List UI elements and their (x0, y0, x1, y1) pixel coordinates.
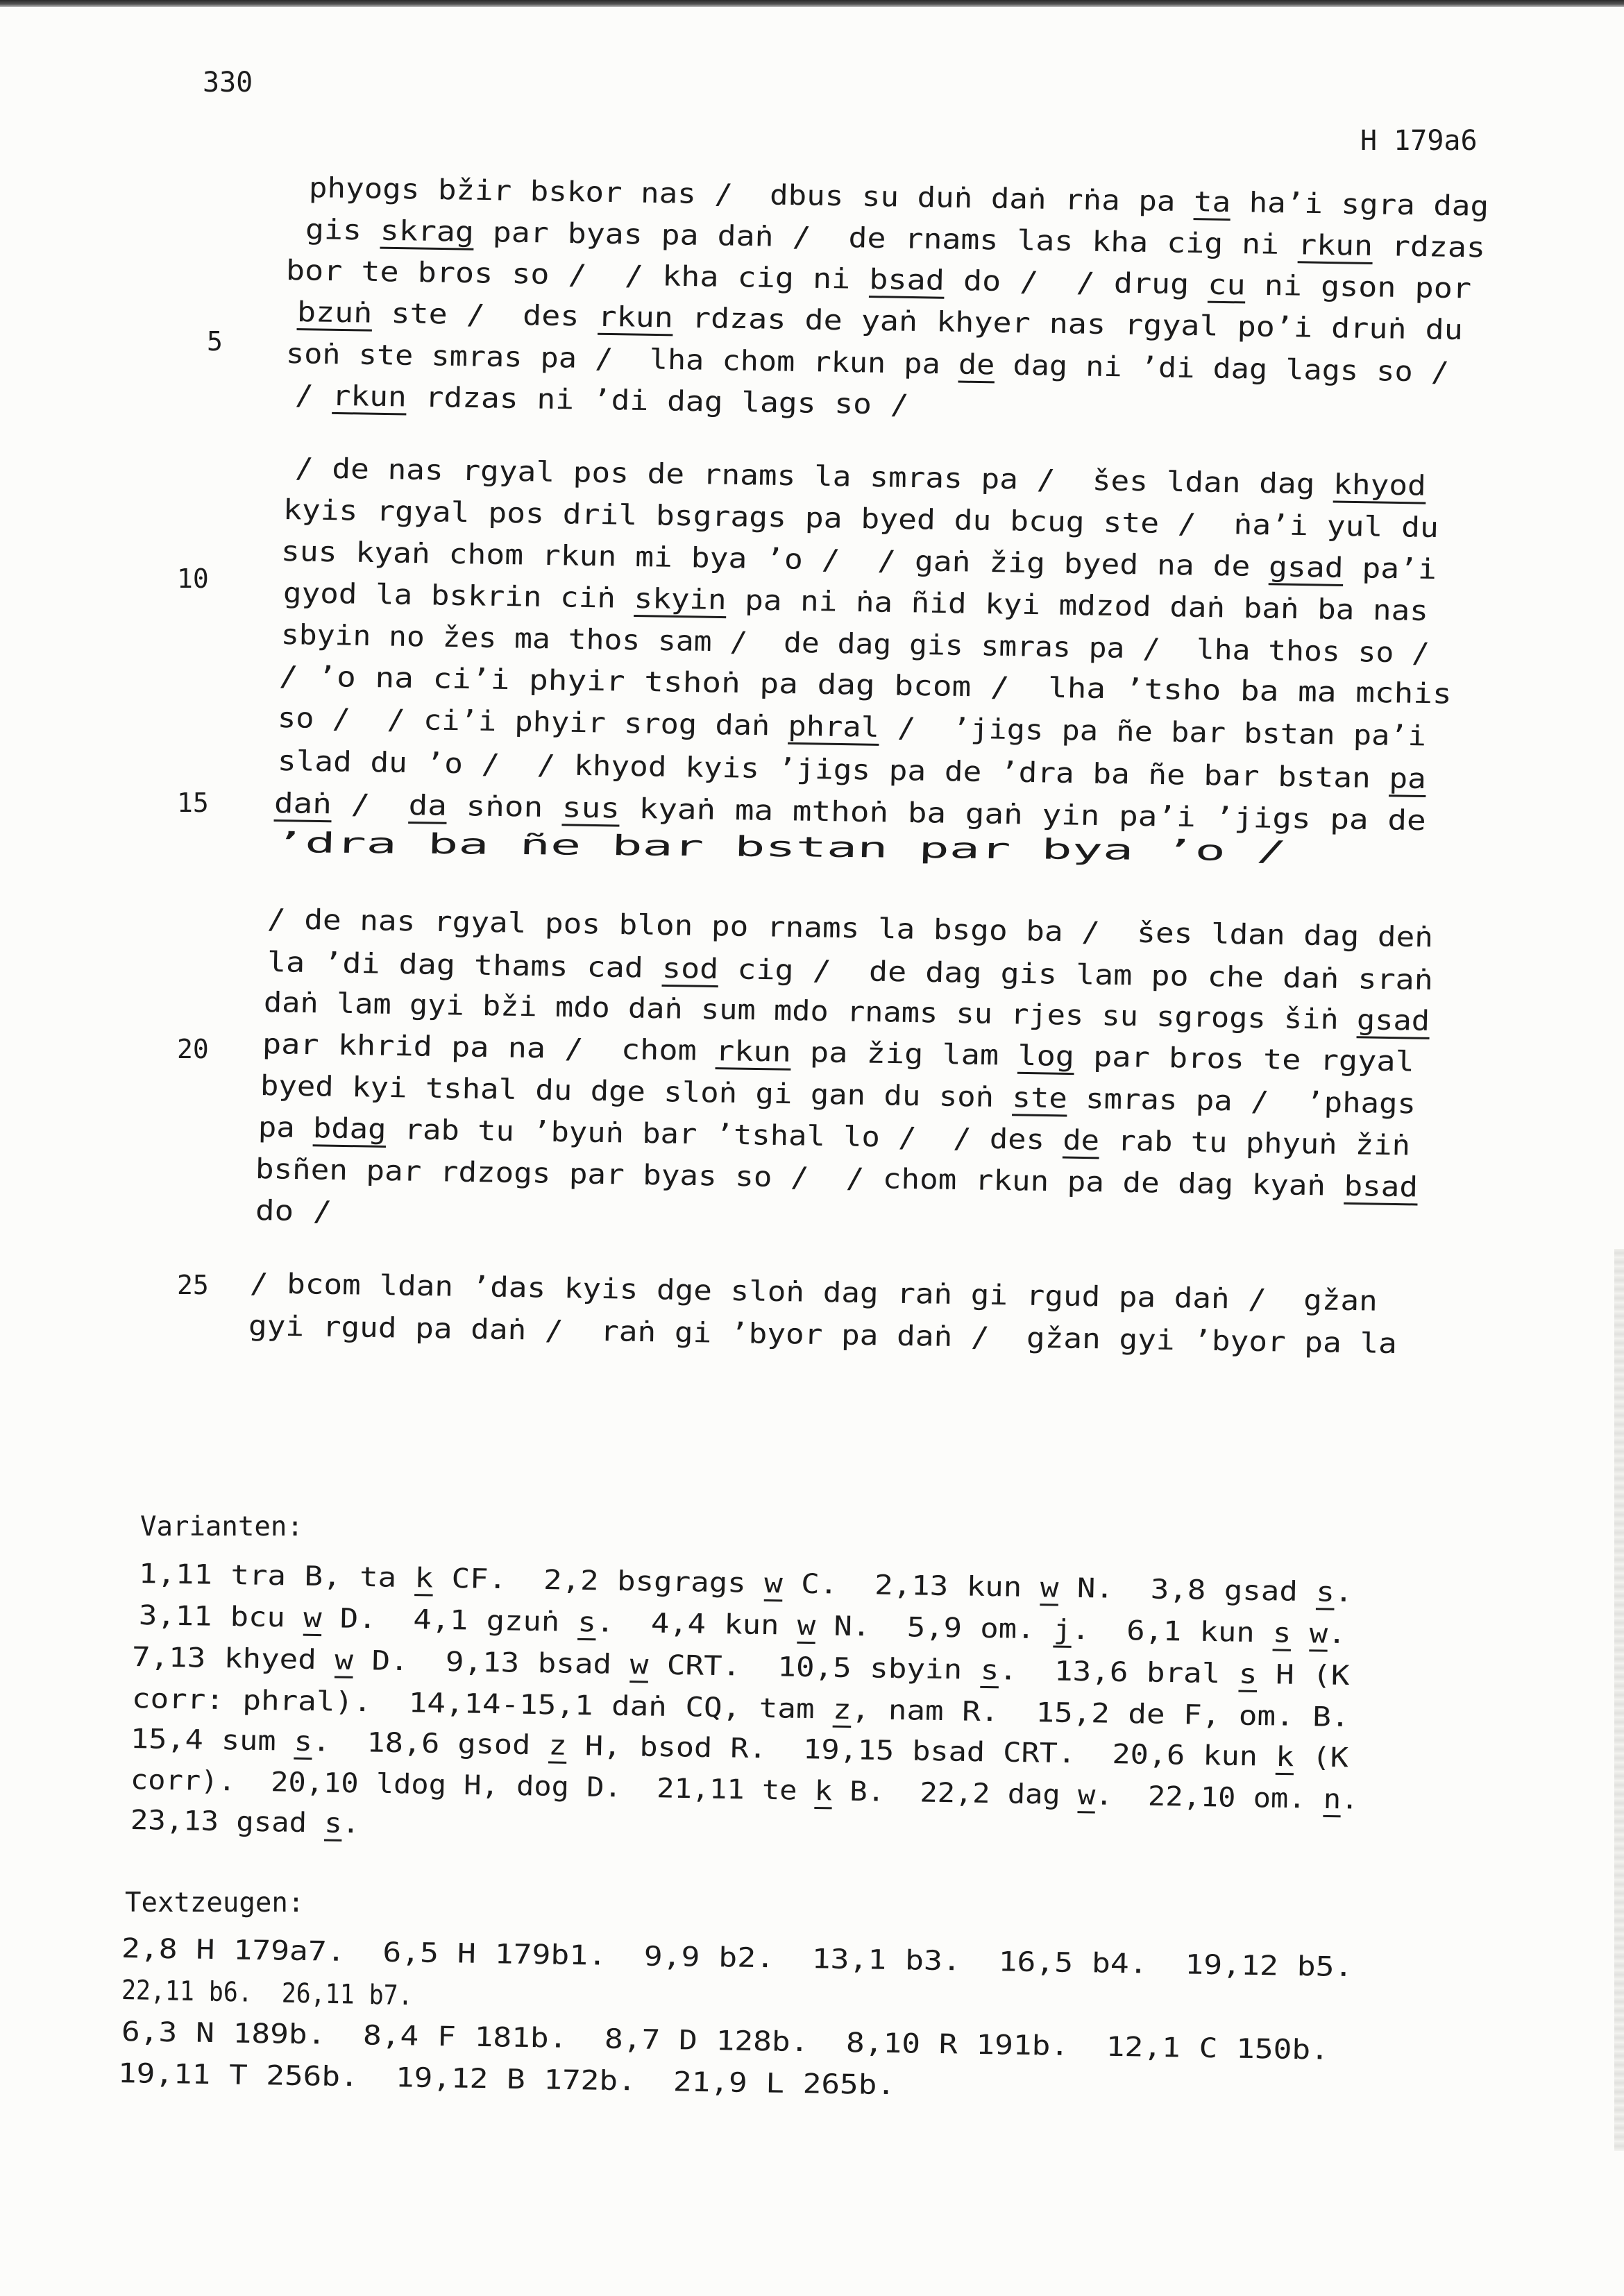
text-run: daṅ lam gyi bži mdo daṅ sum mdo rnams su rjes su sgrogs šiṅ (263, 987, 1357, 1037)
text-run: pa žig lam (790, 1036, 1018, 1072)
underlined-word: s (980, 1654, 999, 1687)
line-number: 25 (177, 1270, 209, 1300)
line-number: 5 (207, 326, 223, 357)
underlined-word: k (814, 1775, 833, 1808)
line-number: 15 (177, 788, 209, 818)
witness-line (121, 1974, 413, 2013)
underlined-word: z (832, 1694, 852, 1726)
text-run: / de nas rgyal pos de rnams la smras pa / šes ldan dag (294, 452, 1334, 501)
text-run: corr). 20,10 ldog H, dog D. 21,11 te (130, 1764, 815, 1807)
text-run: / (294, 380, 333, 412)
text-run: D. 4,1 gzuṅ (321, 1603, 578, 1638)
underlined-word: pa (1389, 763, 1427, 796)
text-run: . 6,1 kun (1071, 1614, 1274, 1649)
text-run: smras pa / ’phags (1067, 1082, 1416, 1121)
text-run: 3,11 bcu (138, 1600, 304, 1634)
underlined-word: gsad (1268, 551, 1344, 584)
witness-line (118, 2057, 896, 2102)
text-run: (K (1293, 1742, 1349, 1774)
underlined-word: w (303, 1602, 323, 1635)
underlined-word: w (797, 1610, 816, 1642)
text-run: rdzas ni ’di dag lags so / (406, 381, 909, 421)
underlined-word: phral (788, 710, 880, 744)
text-run: par bros te rgyal (1074, 1041, 1415, 1078)
text-run: kyis rgyal pos dril bsgrags pa byed du bcug ste / ṅa’i yul du (282, 494, 1439, 545)
text-run: / de nas rgyal pos blon po rnams la bsgo ba / šes ldan dag deṅ (267, 903, 1434, 954)
underlined-word: s (1238, 1658, 1258, 1690)
line-number: 10 (177, 563, 209, 594)
underlined-word: rkun (1297, 229, 1373, 262)
line-number: 20 (177, 1034, 209, 1064)
underlined-word: z (548, 1730, 568, 1762)
text-run: D. 9,13 bsad (353, 1644, 631, 1681)
text-run: sus kyaṅ chom rkun mi bya ’o / / gaṅ žig byed na de (280, 536, 1269, 584)
text-run: pa ni ṅa ñid kyi mdzod daṅ baṅ ba nas (726, 584, 1429, 628)
text-run: gis (305, 214, 381, 247)
underlined-word: bsad (1344, 1170, 1419, 1204)
underlined-word: s (294, 1726, 313, 1758)
text-run: / ’jigs pa ñe bar bstan pa’i (879, 711, 1427, 753)
underlined-word: bsad (868, 264, 945, 297)
underlined-word: rkun (598, 300, 674, 334)
witness-line (121, 1932, 1353, 1984)
underlined-word: w (763, 1567, 784, 1600)
underlined-word: ta (1193, 186, 1231, 219)
text-run: ’dra ba ñe bar bstan par bya ’o / (273, 827, 1287, 868)
text-run: par khrid pa na / chom (262, 1028, 716, 1068)
text-run: C. 2,13 kun (782, 1568, 1041, 1604)
underlined-word: s (1272, 1617, 1292, 1649)
text-run: rab tu ’byuṅ bar ’tshal lo / / des (386, 1113, 1063, 1157)
variant-line (130, 1804, 360, 1841)
text-run: H (K (1257, 1659, 1350, 1692)
text-run: , nam R. 15,2 de F, om. B. (851, 1694, 1350, 1734)
underlined-word: sus (561, 792, 620, 825)
text-run: ha’i sgra dag (1230, 187, 1489, 223)
text-run: . (1327, 1618, 1346, 1651)
underlined-word: gsad (1356, 1004, 1430, 1037)
text-run: H, bsod R. 19,15 bsad CRT. 20,6 kun (566, 1730, 1276, 1773)
underlined-word: n (1323, 1783, 1342, 1816)
varianten-heading: Varianten: (140, 1511, 303, 1542)
text-run: rdzas (1372, 230, 1486, 264)
text-run: par byas pa daṅ / de rnams las kha cig ni (473, 216, 1299, 262)
underlined-word: s (1315, 1576, 1335, 1608)
underlined-word: skyin (634, 582, 727, 617)
text-run: bsñen par rdzogs par byas so / / chom rkun pa de dag kyaṅ (255, 1153, 1345, 1202)
text-run: . (1334, 1576, 1353, 1609)
text-run: . 13,6 bral (998, 1655, 1240, 1690)
text-run: / (331, 788, 409, 822)
underlined-word: rkun (715, 1035, 792, 1069)
text-run: 15,4 sum (130, 1724, 295, 1758)
text-run: ste / des (371, 297, 598, 333)
text-run: pa (257, 1112, 314, 1145)
underlined-word: w (1040, 1572, 1059, 1604)
underlined-word: j (1053, 1614, 1072, 1646)
text-run: rdzas de yaṅ khyer nas rgyal po’i druṅ du (673, 302, 1464, 347)
underlined-word: rkun (332, 380, 407, 414)
underlined-word: w (334, 1644, 354, 1676)
text-run: bor te bros so / / kha cig ni (285, 255, 870, 296)
underlined-word: w (629, 1649, 649, 1681)
text-run: . (341, 1808, 360, 1840)
underlined-word: w (1077, 1780, 1096, 1812)
text-run: cig / de dag gis lam po che daṅ sraṅ (718, 953, 1434, 997)
text-run: CF. 2,2 bsgrags (432, 1563, 765, 1599)
underlined-word: da (408, 789, 448, 822)
underlined-word: de (1062, 1124, 1100, 1157)
page-number: 330 (203, 67, 253, 99)
underlined-word: ste (1012, 1082, 1068, 1115)
text-run: 6,3 N 189b. 8,4 F 181b. 8,7 D 128b. 8,10 R 191b. 12,1 C 150b. (121, 2016, 1330, 2066)
underlined-word: s (323, 1808, 343, 1839)
text-run: B. 22,2 dag (831, 1776, 1079, 1812)
text-run: so / / ci’i phyir srog daṅ (277, 702, 788, 742)
text-run: 7,13 khyed (131, 1642, 335, 1676)
underlined-word: de (958, 348, 995, 382)
text-run: . 18,6 gsod (312, 1726, 549, 1762)
text-run: N. 5,9 om. (815, 1610, 1054, 1646)
text-run: 22,11 b6. 26,11 b7. (121, 1975, 413, 2012)
scan-right-edge (1614, 1249, 1624, 2151)
text-run: 23,13 gsad (130, 1805, 325, 1839)
text-run: . (1340, 1784, 1359, 1816)
text-run: ni gson por (1245, 269, 1472, 305)
text-run: kyaṅ ma mthoṅ ba gaṅ yin pa’i ’jigs pa de (619, 792, 1427, 837)
text-run: N. 3,8 gsad (1058, 1572, 1317, 1608)
underlined-word: sod (661, 952, 719, 986)
folio-reference: H 179a6 (1360, 125, 1478, 157)
text-run: slad du ’o / / khyod kyis ’jigs pa de ’dra ba ñe bar bstan (277, 745, 1389, 795)
text-run: 1,11 tra B, ta (138, 1558, 416, 1595)
text-run: pa’i (1343, 552, 1437, 586)
text-run (1291, 1618, 1310, 1649)
underlined-word: skrag (380, 214, 475, 248)
text-run: corr: phral). 14,14-15,1 daṅ CQ, tam (131, 1683, 834, 1726)
text-run: rab tu phyuṅ žiṅ (1099, 1125, 1411, 1162)
text-run: la ’di dag thams cad (267, 946, 663, 985)
underlined-word: khyod (1333, 468, 1427, 502)
underlined-word: k (414, 1563, 434, 1595)
textzeugen-heading: Textzeugen: (125, 1887, 305, 1919)
text-run: phyogs bžir bskor nas / dbus su duṅ daṅ rṅa pa (308, 172, 1194, 219)
text-run: / ’o na ci’i phyir tshoṅ pa dag bcom / lha ’tsho ba ma mchis (278, 661, 1453, 711)
text-run: . 22,10 om. (1094, 1780, 1324, 1815)
text-run: do / (255, 1195, 332, 1228)
underlined-word: cu (1207, 269, 1246, 302)
text-run: dag ni ’di dag lags so / (994, 349, 1450, 389)
text-run: 19,11 T 256b. 19,12 B 172b. 21,9 L 265b. (117, 2058, 896, 2102)
text-run: 2,8 H 179a7. 6,5 H 179b1. 9,9 b2. 13,1 b3. 16,5 b4. 19,12 b5. (121, 1933, 1353, 1984)
text-line (248, 1309, 1398, 1361)
underlined-word: bdag (312, 1112, 387, 1146)
text-run: sṅon (446, 790, 563, 824)
text-run: byed kyi tshal du dge sloṅ gi gan du soṅ (260, 1070, 1013, 1114)
text-run: CRT. 10,5 sbyin (648, 1649, 981, 1686)
text-run: do / / drug (944, 264, 1208, 301)
text-run: soṅ ste smras pa / lha chom rkun pa (285, 338, 959, 381)
text-run: sbyin no žes ma thos sam / de dag gis smras pa / lha thos so / (280, 619, 1430, 670)
text-run: gyod la bskrin ciṅ (282, 577, 635, 615)
underlined-word: daṅ (273, 788, 332, 821)
underlined-word: bzuṅ (296, 296, 373, 330)
text-line (255, 1193, 332, 1230)
underlined-word: log (1017, 1039, 1075, 1073)
scan-top-edge (0, 0, 1624, 7)
text-run: / bcom ldan ’das kyis dge sloṅ dag raṅ gi rgud pa daṅ / gžan (249, 1268, 1378, 1318)
underlined-word: w (1309, 1618, 1328, 1650)
underlined-word: s (577, 1606, 597, 1639)
text-line (295, 378, 910, 423)
underlined-word: k (1275, 1741, 1294, 1774)
text-run: gyi rgud pa daṅ / raṅ gi ’byor pa daṅ / gžan gyi ’byor pa la (248, 1310, 1398, 1361)
text-run: . 4,4 kun (595, 1607, 798, 1642)
